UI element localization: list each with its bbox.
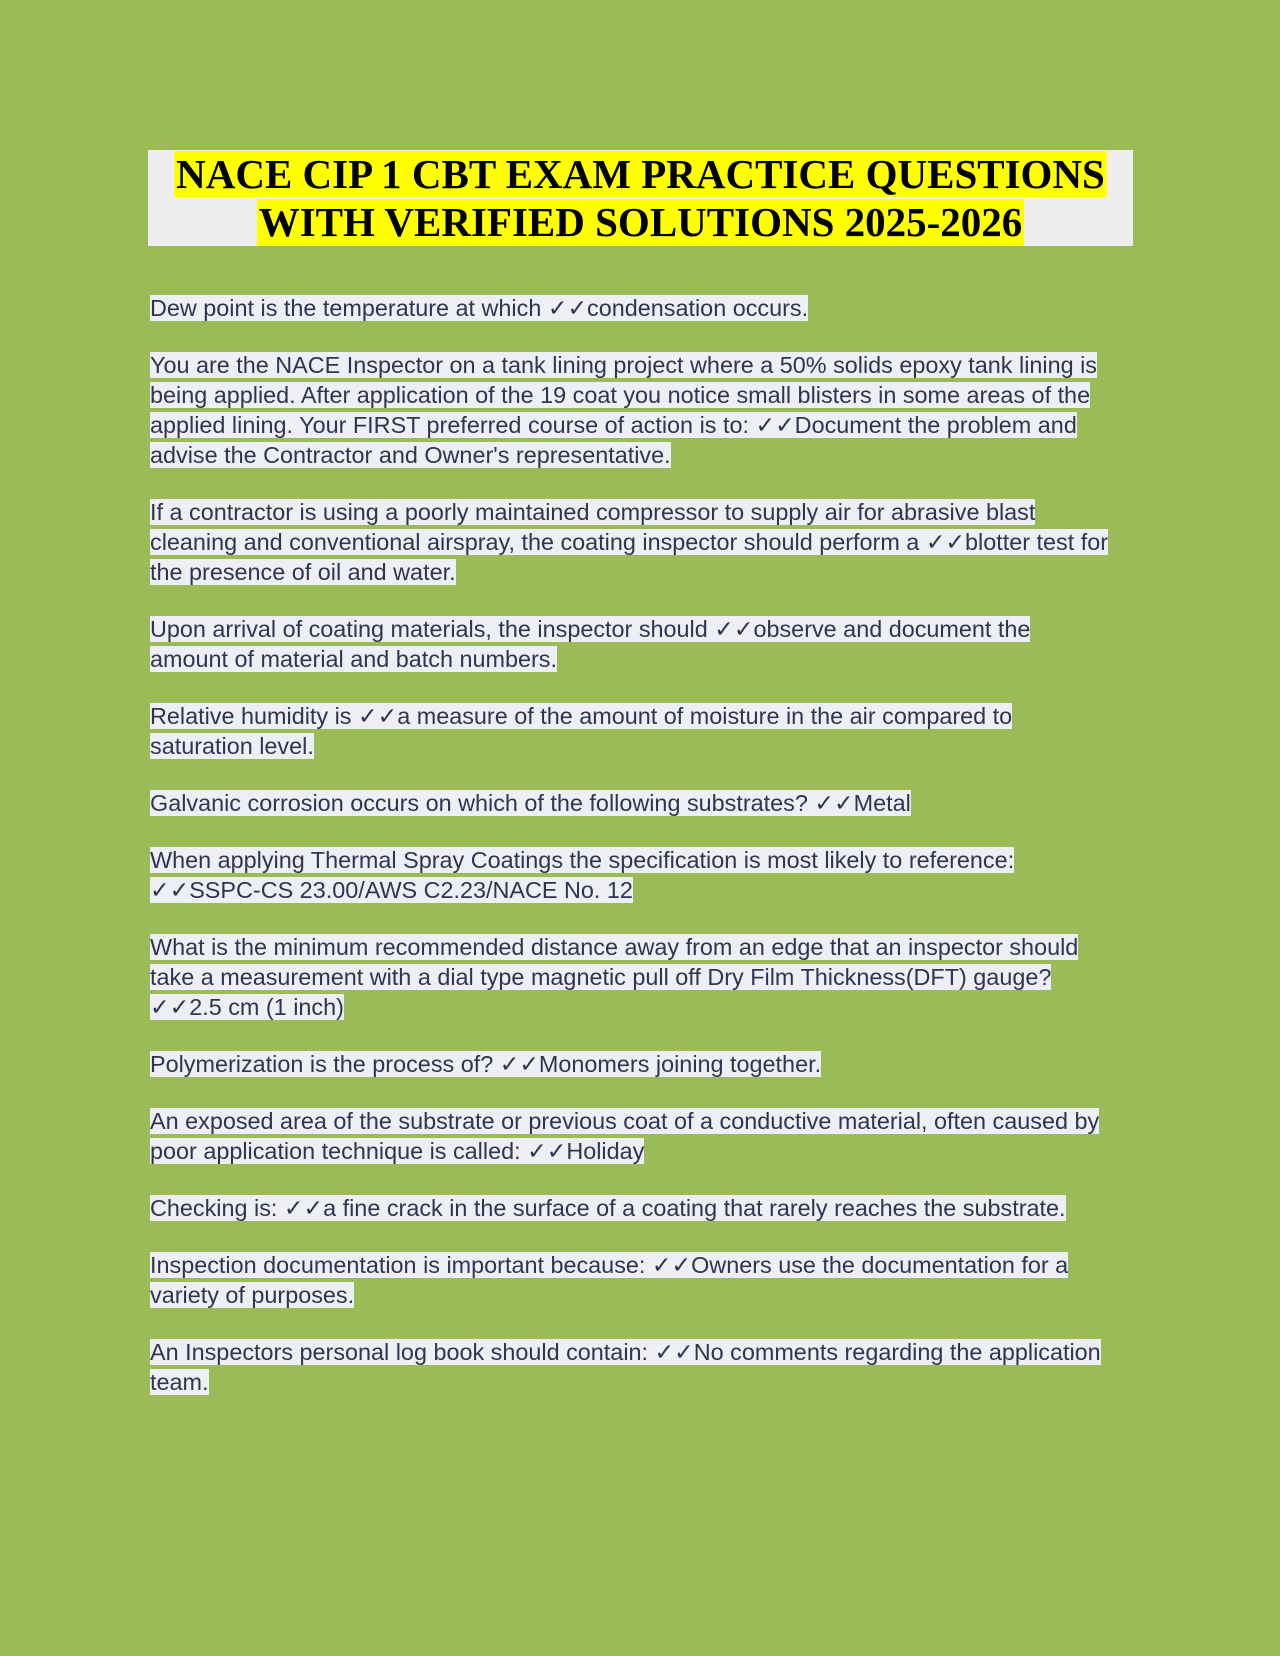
title-line-1: NACE CIP 1 CBT EXAM PRACTICE QUESTIONS	[176, 151, 1105, 197]
answer-text: Holiday	[566, 1138, 645, 1164]
question-text: When applying Thermal Spray Coatings the specification is most likely to reference:	[150, 847, 1015, 873]
question-text: An Inspectors personal log book should contain:	[150, 1339, 655, 1365]
question-text: What is the minimum recommended distance away from an edge that an inspector should take a measurement with a dial type magnetic pull off Dry Film Thickness(DFT) gauge?	[150, 934, 1079, 990]
check-icon: ✓✓	[755, 412, 795, 438]
check-icon: ✓✓	[714, 616, 754, 642]
qa-item	[150, 1337, 1110, 1397]
question-text: Galvanic corrosion occurs on which of the following substrates?	[150, 790, 815, 816]
check-icon: ✓✓	[499, 1051, 539, 1077]
answer-text: blotter test for the presence of oil and water.	[150, 529, 1109, 585]
qa-item	[150, 350, 1110, 470]
check-icon: ✓✓	[547, 295, 588, 321]
qa-item	[150, 1106, 1110, 1166]
qa-item	[150, 497, 1110, 587]
check-icon: ✓✓	[651, 1252, 692, 1278]
check-icon: ✓✓	[925, 529, 966, 555]
question-text: Dew point is the temperature at which	[150, 295, 548, 321]
question-text: Inspection documentation is important because:	[150, 1252, 652, 1278]
qa-item	[150, 614, 1110, 674]
answer-text: 2.5 cm (1 inch)	[189, 994, 344, 1020]
question-text: An exposed area of the substrate or previous coat of a conductive material, often caused by poor application technique is called:	[150, 1108, 1100, 1164]
qa-list	[150, 293, 1110, 1424]
check-icon: ✓✓	[283, 1195, 324, 1221]
qa-item	[150, 845, 1110, 905]
question-text: Checking is:	[150, 1195, 284, 1221]
qa-item	[150, 1250, 1110, 1310]
qa-item	[150, 701, 1110, 761]
question-text: If a contractor is using a poorly maintained compressor to supply air for abrasive blast cleaning and conventional airspray, the coating inspector should perform a	[150, 499, 1036, 555]
check-icon: ✓✓	[654, 1339, 694, 1365]
qa-item	[150, 788, 1110, 818]
answer-text: No comments regarding the application team.	[150, 1339, 1101, 1395]
question-text: Upon arrival of coating materials, the inspector should	[150, 616, 715, 642]
qa-item	[150, 1049, 1110, 1079]
check-icon: ✓✓	[527, 1138, 567, 1164]
title-line-2: WITH VERIFIED SOLUTIONS 2025-2026	[258, 199, 1023, 245]
answer-text: Metal	[853, 790, 911, 816]
answer-text: a measure of the amount of moisture in the air compared to saturation level.	[150, 703, 1013, 759]
answer-text: Owners use the documentation for a variety of purposes.	[150, 1252, 1069, 1308]
qa-item	[150, 932, 1110, 1022]
qa-item	[150, 1193, 1110, 1223]
question-text: Polymerization is the process of?	[150, 1051, 500, 1077]
answer-text: a fine crack in the surface of a coating that rarely reaches the substrate.	[323, 1195, 1066, 1221]
check-icon: ✓✓	[358, 703, 398, 729]
check-icon: ✓✓	[814, 790, 854, 816]
answer-text: Monomers joining together.	[538, 1051, 822, 1077]
answer-text: observe and document the amount of material and batch numbers.	[150, 616, 1031, 672]
answer-text: Document the problem and advise the Contractor and Owner's representative.	[150, 412, 1077, 468]
page-title	[148, 150, 1133, 246]
check-icon: ✓✓	[150, 994, 190, 1020]
question-text: You are the NACE Inspector on a tank lining project where a 50% solids epoxy tank lining is being applied. After application of the 19 coat you notice small blisters in some areas of the applied lining. Your FIRST preferred course of action is to:	[150, 352, 1098, 438]
answer-text: condensation occurs.	[587, 295, 809, 321]
check-icon: ✓✓	[150, 877, 190, 903]
question-text: Relative humidity is	[150, 703, 358, 729]
answer-text: SSPC-CS 23.00/AWS C2.23/NACE No. 12	[189, 877, 633, 903]
qa-item	[150, 293, 1110, 323]
